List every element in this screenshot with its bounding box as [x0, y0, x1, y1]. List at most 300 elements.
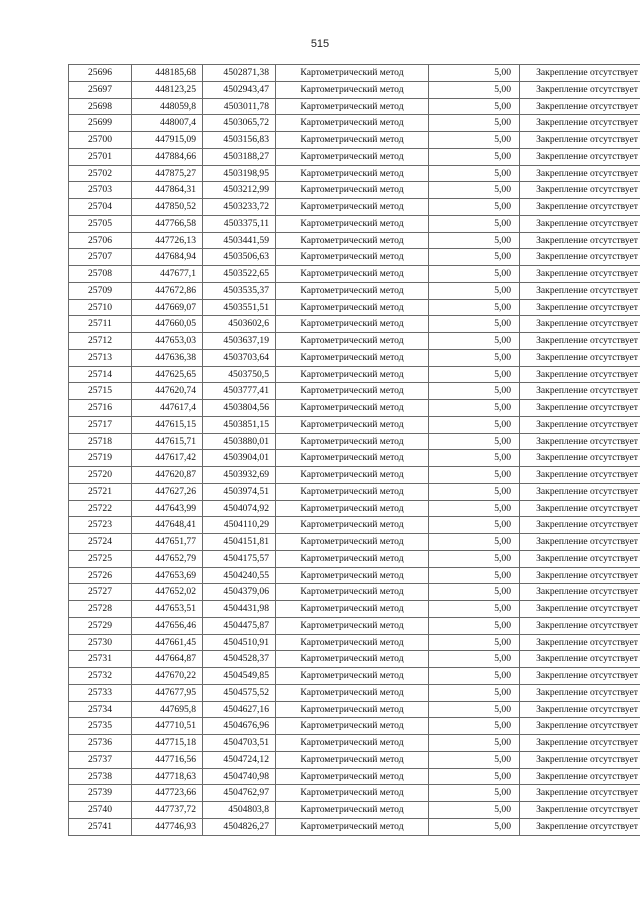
method-cell: Картометрический метод — [276, 249, 429, 266]
y-coordinate-cell: 4503233,72 — [203, 199, 276, 216]
marker-description-cell: Закрепление отсутствует — [520, 98, 640, 115]
point-number-cell: 25707 — [69, 249, 132, 266]
marker-description-cell: Закрепление отсутствует — [520, 383, 640, 400]
x-coordinate-cell: 447677,95 — [132, 684, 203, 701]
x-coordinate-cell: 447617,4 — [132, 400, 203, 417]
method-cell: Картометрический метод — [276, 517, 429, 534]
marker-description-cell: Закрепление отсутствует — [520, 467, 640, 484]
marker-description-cell: Закрепление отсутствует — [520, 735, 640, 752]
x-coordinate-cell: 447653,03 — [132, 333, 203, 350]
method-cell: Картометрический метод — [276, 65, 429, 82]
table-row — [69, 266, 640, 283]
method-cell: Картометрический метод — [276, 165, 429, 182]
point-number-cell: 25716 — [69, 400, 132, 417]
x-coordinate-cell: 447620,87 — [132, 467, 203, 484]
accuracy-cell: 5,00 — [429, 617, 520, 634]
y-coordinate-cell: 4503156,83 — [203, 132, 276, 149]
accuracy-cell: 5,00 — [429, 215, 520, 232]
marker-description-cell: Закрепление отсутствует — [520, 802, 640, 819]
x-coordinate-cell: 447651,77 — [132, 534, 203, 551]
method-cell: Картометрический метод — [276, 483, 429, 500]
marker-description-cell: Закрепление отсутствует — [520, 115, 640, 132]
accuracy-cell: 5,00 — [429, 400, 520, 417]
x-coordinate-cell: 447726,13 — [132, 232, 203, 249]
x-coordinate-cell: 447850,52 — [132, 199, 203, 216]
y-coordinate-cell: 4504528,37 — [203, 651, 276, 668]
y-coordinate-cell: 4504803,8 — [203, 802, 276, 819]
method-cell: Картометрический метод — [276, 751, 429, 768]
x-coordinate-cell: 447625,65 — [132, 366, 203, 383]
y-coordinate-cell: 4503198,95 — [203, 165, 276, 182]
y-coordinate-cell: 4504575,52 — [203, 684, 276, 701]
point-number-cell: 25718 — [69, 433, 132, 450]
method-cell: Картометрический метод — [276, 634, 429, 651]
method-cell: Картометрический метод — [276, 500, 429, 517]
method-cell: Картометрический метод — [276, 416, 429, 433]
x-coordinate-cell: 447695,8 — [132, 701, 203, 718]
point-number-cell: 25710 — [69, 299, 132, 316]
point-number-cell: 25741 — [69, 818, 132, 835]
point-number-cell: 25703 — [69, 182, 132, 199]
table-row — [69, 383, 640, 400]
accuracy-cell: 5,00 — [429, 517, 520, 534]
y-coordinate-cell: 4503602,6 — [203, 316, 276, 333]
table-row — [69, 215, 640, 232]
accuracy-cell: 5,00 — [429, 567, 520, 584]
table-row — [69, 751, 640, 768]
x-coordinate-cell: 447677,1 — [132, 266, 203, 283]
table-row — [69, 115, 640, 132]
y-coordinate-cell: 4503506,63 — [203, 249, 276, 266]
coordinates-table-body — [69, 65, 640, 836]
y-coordinate-cell: 4504379,06 — [203, 584, 276, 601]
method-cell: Картометрический метод — [276, 584, 429, 601]
x-coordinate-cell: 447710,51 — [132, 718, 203, 735]
point-number-cell: 25719 — [69, 450, 132, 467]
x-coordinate-cell: 447716,56 — [132, 751, 203, 768]
point-number-cell: 25732 — [69, 668, 132, 685]
table-row — [69, 701, 640, 718]
accuracy-cell: 5,00 — [429, 651, 520, 668]
table-row — [69, 182, 640, 199]
method-cell: Картометрический метод — [276, 668, 429, 685]
method-cell: Картометрический метод — [276, 400, 429, 417]
x-coordinate-cell: 447652,79 — [132, 550, 203, 567]
marker-description-cell: Закрепление отсутствует — [520, 483, 640, 500]
x-coordinate-cell: 447669,07 — [132, 299, 203, 316]
table-row — [69, 517, 640, 534]
y-coordinate-cell: 4502871,38 — [203, 65, 276, 82]
method-cell: Картометрический метод — [276, 651, 429, 668]
marker-description-cell: Закрепление отсутствует — [520, 617, 640, 634]
point-number-cell: 25721 — [69, 483, 132, 500]
y-coordinate-cell: 4504110,29 — [203, 517, 276, 534]
table-row — [69, 416, 640, 433]
table-row — [69, 651, 640, 668]
table-row — [69, 617, 640, 634]
method-cell: Картометрический метод — [276, 333, 429, 350]
method-cell: Картометрический метод — [276, 316, 429, 333]
accuracy-cell: 5,00 — [429, 232, 520, 249]
table-row — [69, 199, 640, 216]
page-number: 515 — [310, 38, 330, 50]
method-cell: Картометрический метод — [276, 266, 429, 283]
table-row — [69, 232, 640, 249]
accuracy-cell: 5,00 — [429, 299, 520, 316]
marker-description-cell: Закрепление отсутствует — [520, 249, 640, 266]
accuracy-cell: 5,00 — [429, 333, 520, 350]
method-cell: Картометрический метод — [276, 182, 429, 199]
x-coordinate-cell: 447636,38 — [132, 349, 203, 366]
y-coordinate-cell: 4504762,97 — [203, 785, 276, 802]
x-coordinate-cell: 447615,15 — [132, 416, 203, 433]
marker-description-cell: Закрепление отсутствует — [520, 182, 640, 199]
y-coordinate-cell: 4504475,87 — [203, 617, 276, 634]
accuracy-cell: 5,00 — [429, 148, 520, 165]
method-cell: Картометрический метод — [276, 534, 429, 551]
marker-description-cell: Закрепление отсутствует — [520, 601, 640, 618]
accuracy-cell: 5,00 — [429, 416, 520, 433]
accuracy-cell: 5,00 — [429, 534, 520, 551]
method-cell: Картометрический метод — [276, 818, 429, 835]
method-cell: Картометрический метод — [276, 768, 429, 785]
y-coordinate-cell: 4503851,15 — [203, 416, 276, 433]
x-coordinate-cell: 447617,42 — [132, 450, 203, 467]
x-coordinate-cell: 447648,41 — [132, 517, 203, 534]
method-cell: Картометрический метод — [276, 98, 429, 115]
method-cell: Картометрический метод — [276, 735, 429, 752]
point-number-cell: 25735 — [69, 718, 132, 735]
method-cell: Картометрический метод — [276, 132, 429, 149]
table-row — [69, 634, 640, 651]
y-coordinate-cell: 4504175,57 — [203, 550, 276, 567]
point-number-cell: 25700 — [69, 132, 132, 149]
accuracy-cell: 5,00 — [429, 199, 520, 216]
marker-description-cell: Закрепление отсутствует — [520, 701, 640, 718]
x-coordinate-cell: 447660,05 — [132, 316, 203, 333]
table-row — [69, 132, 640, 149]
x-coordinate-cell: 447656,46 — [132, 617, 203, 634]
accuracy-cell: 5,00 — [429, 802, 520, 819]
method-cell: Картометрический метод — [276, 349, 429, 366]
method-cell: Картометрический метод — [276, 617, 429, 634]
table-row — [69, 316, 640, 333]
table-row — [69, 818, 640, 835]
point-number-cell: 25723 — [69, 517, 132, 534]
marker-description-cell: Закрепление отсутствует — [520, 333, 640, 350]
x-coordinate-cell: 447718,63 — [132, 768, 203, 785]
method-cell: Картометрический метод — [276, 299, 429, 316]
method-cell: Картометрический метод — [276, 282, 429, 299]
x-coordinate-cell: 447620,74 — [132, 383, 203, 400]
y-coordinate-cell: 4503375,11 — [203, 215, 276, 232]
marker-description-cell: Закрепление отсутствует — [520, 684, 640, 701]
method-cell: Картометрический метод — [276, 115, 429, 132]
marker-description-cell: Закрепление отсутствует — [520, 165, 640, 182]
accuracy-cell: 5,00 — [429, 701, 520, 718]
accuracy-cell: 5,00 — [429, 550, 520, 567]
point-number-cell: 25705 — [69, 215, 132, 232]
x-coordinate-cell: 447627,26 — [132, 483, 203, 500]
point-number-cell: 25709 — [69, 282, 132, 299]
y-coordinate-cell: 4504724,12 — [203, 751, 276, 768]
marker-description-cell: Закрепление отсутствует — [520, 433, 640, 450]
x-coordinate-cell: 447670,22 — [132, 668, 203, 685]
accuracy-cell: 5,00 — [429, 718, 520, 735]
table-row — [69, 567, 640, 584]
marker-description-cell: Закрепление отсутствует — [520, 751, 640, 768]
y-coordinate-cell: 4504549,85 — [203, 668, 276, 685]
table-row — [69, 483, 640, 500]
point-number-cell: 25737 — [69, 751, 132, 768]
method-cell: Картометрический метод — [276, 802, 429, 819]
table-row — [69, 550, 640, 567]
y-coordinate-cell: 4504826,27 — [203, 818, 276, 835]
marker-description-cell: Закрепление отсутствует — [520, 81, 640, 98]
marker-description-cell: Закрепление отсутствует — [520, 416, 640, 433]
table-row — [69, 349, 640, 366]
x-coordinate-cell: 447661,45 — [132, 634, 203, 651]
table-row — [69, 684, 640, 701]
marker-description-cell: Закрепление отсутствует — [520, 366, 640, 383]
marker-description-cell: Закрепление отсутствует — [520, 232, 640, 249]
point-number-cell: 25702 — [69, 165, 132, 182]
point-number-cell: 25734 — [69, 701, 132, 718]
method-cell: Картометрический метод — [276, 199, 429, 216]
marker-description-cell: Закрепление отсутствует — [520, 768, 640, 785]
y-coordinate-cell: 4504074,92 — [203, 500, 276, 517]
point-number-cell: 25728 — [69, 601, 132, 618]
marker-description-cell: Закрепление отсутствует — [520, 299, 640, 316]
accuracy-cell: 5,00 — [429, 500, 520, 517]
marker-description-cell: Закрепление отсутствует — [520, 148, 640, 165]
marker-description-cell: Закрепление отсутствует — [520, 651, 640, 668]
marker-description-cell: Закрепление отсутствует — [520, 450, 640, 467]
accuracy-cell: 5,00 — [429, 584, 520, 601]
y-coordinate-cell: 4503804,56 — [203, 400, 276, 417]
marker-description-cell: Закрепление отсутствует — [520, 266, 640, 283]
x-coordinate-cell: 447643,99 — [132, 500, 203, 517]
table-row — [69, 148, 640, 165]
marker-description-cell: Закрепление отсутствует — [520, 550, 640, 567]
x-coordinate-cell: 447615,71 — [132, 433, 203, 450]
x-coordinate-cell: 447664,87 — [132, 651, 203, 668]
marker-description-cell: Закрепление отсутствует — [520, 534, 640, 551]
method-cell: Картометрический метод — [276, 215, 429, 232]
coordinates-table — [68, 64, 640, 836]
accuracy-cell: 5,00 — [429, 249, 520, 266]
y-coordinate-cell: 4503535,37 — [203, 282, 276, 299]
point-number-cell: 25697 — [69, 81, 132, 98]
x-coordinate-cell: 448007,4 — [132, 115, 203, 132]
accuracy-cell: 5,00 — [429, 282, 520, 299]
marker-description-cell: Закрепление отсутствует — [520, 718, 640, 735]
x-coordinate-cell: 448059,8 — [132, 98, 203, 115]
accuracy-cell: 5,00 — [429, 349, 520, 366]
table-row — [69, 433, 640, 450]
y-coordinate-cell: 4502943,47 — [203, 81, 276, 98]
accuracy-cell: 5,00 — [429, 751, 520, 768]
point-number-cell: 25712 — [69, 333, 132, 350]
marker-description-cell: Закрепление отсутствует — [520, 517, 640, 534]
point-number-cell: 25736 — [69, 735, 132, 752]
accuracy-cell: 5,00 — [429, 316, 520, 333]
marker-description-cell: Закрепление отсутствует — [520, 349, 640, 366]
y-coordinate-cell: 4504676,96 — [203, 718, 276, 735]
table-row — [69, 366, 640, 383]
method-cell: Картометрический метод — [276, 450, 429, 467]
method-cell: Картометрический метод — [276, 433, 429, 450]
method-cell: Картометрический метод — [276, 684, 429, 701]
x-coordinate-cell: 448123,25 — [132, 81, 203, 98]
marker-description-cell: Закрепление отсутствует — [520, 132, 640, 149]
point-number-cell: 25733 — [69, 684, 132, 701]
accuracy-cell: 5,00 — [429, 115, 520, 132]
point-number-cell: 25699 — [69, 115, 132, 132]
method-cell: Картометрический метод — [276, 601, 429, 618]
y-coordinate-cell: 4503522,65 — [203, 266, 276, 283]
table-row — [69, 98, 640, 115]
marker-description-cell: Закрепление отсутствует — [520, 634, 640, 651]
accuracy-cell: 5,00 — [429, 467, 520, 484]
table-row — [69, 584, 640, 601]
y-coordinate-cell: 4503932,69 — [203, 467, 276, 484]
y-coordinate-cell: 4504151,81 — [203, 534, 276, 551]
table-row — [69, 467, 640, 484]
point-number-cell: 25713 — [69, 349, 132, 366]
method-cell: Картометрический метод — [276, 718, 429, 735]
point-number-cell: 25715 — [69, 383, 132, 400]
point-number-cell: 25698 — [69, 98, 132, 115]
method-cell: Картометрический метод — [276, 232, 429, 249]
marker-description-cell: Закрепление отсутствует — [520, 65, 640, 82]
point-number-cell: 25727 — [69, 584, 132, 601]
point-number-cell: 25714 — [69, 366, 132, 383]
accuracy-cell: 5,00 — [429, 81, 520, 98]
x-coordinate-cell: 447875,27 — [132, 165, 203, 182]
point-number-cell: 25724 — [69, 534, 132, 551]
table-row — [69, 333, 640, 350]
point-number-cell: 25731 — [69, 651, 132, 668]
table-row — [69, 81, 640, 98]
marker-description-cell: Закрепление отсутствует — [520, 215, 640, 232]
accuracy-cell: 5,00 — [429, 433, 520, 450]
y-coordinate-cell: 4503703,64 — [203, 349, 276, 366]
y-coordinate-cell: 4503065,72 — [203, 115, 276, 132]
y-coordinate-cell: 4503974,51 — [203, 483, 276, 500]
y-coordinate-cell: 4504703,51 — [203, 735, 276, 752]
accuracy-cell: 5,00 — [429, 266, 520, 283]
table-row — [69, 802, 640, 819]
y-coordinate-cell: 4504240,55 — [203, 567, 276, 584]
table-row — [69, 282, 640, 299]
accuracy-cell: 5,00 — [429, 165, 520, 182]
y-coordinate-cell: 4503188,27 — [203, 148, 276, 165]
marker-description-cell: Закрепление отсутствует — [520, 785, 640, 802]
y-coordinate-cell: 4503637,19 — [203, 333, 276, 350]
x-coordinate-cell: 447915,09 — [132, 132, 203, 149]
x-coordinate-cell: 447884,66 — [132, 148, 203, 165]
accuracy-cell: 5,00 — [429, 818, 520, 835]
marker-description-cell: Закрепление отсутствует — [520, 567, 640, 584]
marker-description-cell: Закрепление отсутствует — [520, 500, 640, 517]
y-coordinate-cell: 4503904,01 — [203, 450, 276, 467]
point-number-cell: 25706 — [69, 232, 132, 249]
accuracy-cell: 5,00 — [429, 383, 520, 400]
point-number-cell: 25696 — [69, 65, 132, 82]
accuracy-cell: 5,00 — [429, 785, 520, 802]
table-row — [69, 400, 640, 417]
point-number-cell: 25708 — [69, 266, 132, 283]
table-row — [69, 768, 640, 785]
x-coordinate-cell: 447715,18 — [132, 735, 203, 752]
point-number-cell: 25726 — [69, 567, 132, 584]
point-number-cell: 25720 — [69, 467, 132, 484]
point-number-cell: 25729 — [69, 617, 132, 634]
y-coordinate-cell: 4504510,91 — [203, 634, 276, 651]
x-coordinate-cell: 447684,94 — [132, 249, 203, 266]
method-cell: Картометрический метод — [276, 785, 429, 802]
marker-description-cell: Закрепление отсутствует — [520, 282, 640, 299]
x-coordinate-cell: 447766,58 — [132, 215, 203, 232]
point-number-cell: 25739 — [69, 785, 132, 802]
table-row — [69, 249, 640, 266]
x-coordinate-cell: 448185,68 — [132, 65, 203, 82]
accuracy-cell: 5,00 — [429, 634, 520, 651]
table-row — [69, 450, 640, 467]
accuracy-cell: 5,00 — [429, 684, 520, 701]
accuracy-cell: 5,00 — [429, 601, 520, 618]
table-row — [69, 735, 640, 752]
accuracy-cell: 5,00 — [429, 366, 520, 383]
x-coordinate-cell: 447737,72 — [132, 802, 203, 819]
accuracy-cell: 5,00 — [429, 132, 520, 149]
accuracy-cell: 5,00 — [429, 450, 520, 467]
method-cell: Картометрический метод — [276, 550, 429, 567]
table-row — [69, 534, 640, 551]
accuracy-cell: 5,00 — [429, 182, 520, 199]
point-number-cell: 25704 — [69, 199, 132, 216]
table-row — [69, 601, 640, 618]
accuracy-cell: 5,00 — [429, 768, 520, 785]
x-coordinate-cell: 447672,86 — [132, 282, 203, 299]
y-coordinate-cell: 4503551,51 — [203, 299, 276, 316]
x-coordinate-cell: 447723,66 — [132, 785, 203, 802]
x-coordinate-cell: 447653,69 — [132, 567, 203, 584]
marker-description-cell: Закрепление отсутствует — [520, 584, 640, 601]
table-row — [69, 299, 640, 316]
y-coordinate-cell: 4504431,98 — [203, 601, 276, 618]
x-coordinate-cell: 447652,02 — [132, 584, 203, 601]
x-coordinate-cell: 447653,51 — [132, 601, 203, 618]
table-row — [69, 500, 640, 517]
accuracy-cell: 5,00 — [429, 483, 520, 500]
marker-description-cell: Закрепление отсутствует — [520, 818, 640, 835]
marker-description-cell: Закрепление отсутствует — [520, 316, 640, 333]
table-row — [69, 785, 640, 802]
y-coordinate-cell: 4503212,99 — [203, 182, 276, 199]
y-coordinate-cell: 4504627,16 — [203, 701, 276, 718]
marker-description-cell: Закрепление отсутствует — [520, 199, 640, 216]
method-cell: Картометрический метод — [276, 366, 429, 383]
coordinates-table-container — [68, 64, 638, 836]
table-row — [69, 65, 640, 82]
x-coordinate-cell: 447746,93 — [132, 818, 203, 835]
marker-description-cell: Закрепление отсутствует — [520, 400, 640, 417]
method-cell: Картометрический метод — [276, 467, 429, 484]
table-row — [69, 165, 640, 182]
method-cell: Картометрический метод — [276, 383, 429, 400]
